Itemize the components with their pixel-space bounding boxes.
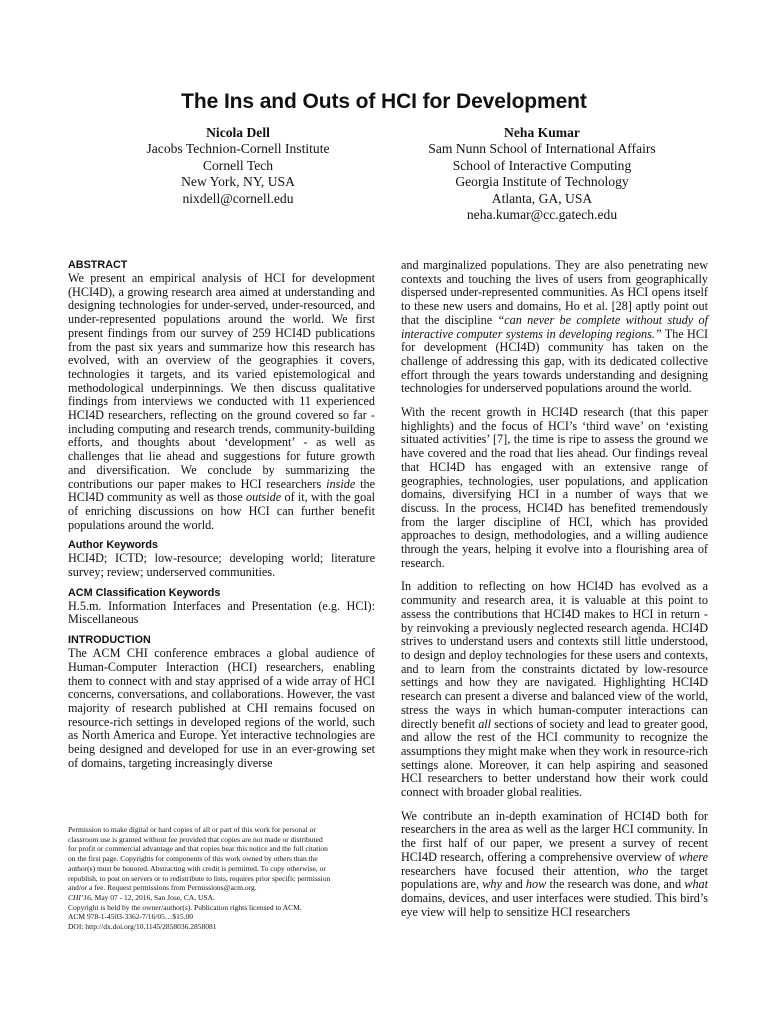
author-affiliation: Jacobs Technion-Cornell Institute (146, 141, 330, 157)
author-location: New York, NY, USA (181, 174, 295, 190)
introduction-paragraph-4: We contribute an in-depth examination of HCI4D both for researchers in the area as well as the larger HCI community. In the first half of our paper, we present a survey of recent HCI4D research, offering a comprehensive overview of where researchers have focused their attention, who the target populations are, why and how the research was done, and what domains, devices, and user interfaces were studied. This bird’s eye view will help to sensitize HCI researchers (401, 808, 709, 919)
introduction-paragraph-1: The ACM CHI conference embraces a global audience of Human-Computer Interaction (HCI) researchers, enabling them to connect with and stay apprised of a wide array of HCI concerns, conversations, and collaborations. However, the vast majority of research published at CHI remains focused on resource-rich settings in developed regions of the world, such as North America and Europe. Yet interactive technologies are being designed and developed for use in an ever-growing set of domains, targeting increasingly diverse (68, 646, 375, 770)
author-affiliation: Cornell Tech (202, 157, 274, 173)
acm-keywords-text: H.5.m. Information Interfaces and Presentation (e.g. HCI): Miscellaneous (68, 598, 375, 627)
acm-keywords-heading: ACM Classification Keywords (68, 586, 221, 599)
author-keywords-text: HCI4D; ICTD; low-resource; developing world; literature survey; review; underserved communities. (68, 551, 375, 580)
author-location: Atlanta, GA, USA (491, 190, 593, 206)
copyright-line: Copyright is held by the owner/author(s). Publication rights licensed to ACM. (68, 902, 302, 912)
introduction-paragraph-2: With the recent growth in HCI4D research (that this paper highlights) and the focus of HCI’s ‘third wave’ on ‘existing situated activities’ [7], the time is ripe to assess the ground we have covered and the road that lies ahead. Our findings reveal that HCI4D has engaged with an extensive range of geographies, technologies, user populations, and application domains, diversifying HCI in a number of ways that we discuss. In the process, HCI4D has benefited tremendously from the larger discipline of HCI, which has provided approaches to design, methodologies, and a willing audience through the years, helping it evolve into a flourishing area of research. (401, 405, 708, 570)
abstract-text: We present an empirical analysis of HCI for development (HCI4D), a growing research area aimed at understanding and designing technologies for under-served, under-resourced, and under-represented populations around the world. We first present findings from our survey of 259 HCI4D publications from the past six years and summarize how this research has evolved, with an overview of the geographies it covers, technologies it targets, and its varied epistemological and methodological underpinnings. We then discuss qualitative findings from interviews we conducted with 11 experienced HCI4D researchers, reflecting on the ground covered so far - including computing and research trends, community-building efforts, and thoughts about ‘development’ - as well as challenges that lie ahead and suggestions for future growth and diversification. We conclude by summarizing the contributions our paper makes to HCI researchers inside the HCI4D community as well as those outside of it, with the goal of enriching discussions on how HCI can further benefit populations around the world. (68, 271, 376, 532)
introduction-paragraph-3: In addition to reflecting on how HCI4D has evolved as a community and research area, it is valuable at this point to assess the contributions that HCI4D makes to HCI in return - by reinvoking a previously neglected research agenda. HCI4D strives to understand users and contexts still little understood, to design and deploy technologies for these users and contexts, and to learn from the constraints dictated by low-resource settings and how they are navigated. Highlighting HCI4D research can present a diverse and balanced view of the world, stress the ways in which human-computer interactions can directly benefit all sections of society and lead to greater good, and allow the rest of the HCI community to recognize the assumptions they might make when they work in resource-rich settings alone. Moreover, it can help aspiring and seasoned HCI researchers to better understand how their work could connect with broader global realities. (401, 579, 709, 800)
author-block-1 (68, 125, 408, 207)
author-block-2 (372, 125, 712, 223)
author-affiliation: School of Interactive Computing (452, 157, 632, 173)
left-column (68, 259, 375, 781)
copyright-footnote: Permission to make digital or hard copies of all or part of this work for personal or classroom use is granted without fee provided that copies are not made or distributed for profit or commercial advantage and that copies bear this notice and the full citation on the first page. Copyrights for components of this work owned by others than the author(s) must be honored. Abstracting with credit is permitted. To copy otherwise, or republish, to post on servers or to redistribute to lists, requires prior specific permission and/or a fee. Request permissions from Permissions@acm.org. CHI’16, May 07 - 12, 2016, San Jose, CA, USA. Copyright is held by the owner/author(s). Publication rights licensed to ACM. ACM 978-1-4503-3362-7/16/05…$15.00 DOI: http://dx.doi.org/10.1145/2858036.2858081 (68, 825, 375, 932)
introduction-paragraph-1-continued: and marginalized populations. They are also penetrating new contexts and touching the lives of users from geographically dispersed under-represented communities. As HCI opens itself to these new users and domains, Ho et al. [28] aptly point out that the discipline “can never be complete without study of interactive computer systems in developing regions.” The HCI for development (HCI4D) community has taken on the challenge of addressing this gap, with its dedicated collective effort through the years towards understanding and designing technologies for underserved populations around the world. (401, 258, 709, 396)
author-name: Neha Kumar (504, 125, 580, 140)
doi-link[interactable]: DOI: http://dx.doi.org/10.1145/2858036.2858081 (68, 922, 217, 932)
author-affiliation: Sam Nunn School of International Affairs (428, 141, 656, 157)
conference-info: CHI’16, May 07 - 12, 2016, San Jose, CA, USA. (68, 892, 215, 902)
author-keywords-heading: Author Keywords (68, 539, 158, 552)
author-name: Nicola Dell (206, 125, 270, 140)
introduction-heading: INTRODUCTION (68, 634, 151, 647)
isbn-line: ACM 978-1-4503-3362-7/16/05…$15.00 (68, 912, 193, 922)
paper-title: The Ins and Outs of HCI for Development (181, 90, 587, 113)
abstract-heading: ABSTRACT (68, 259, 128, 271)
author-email: neha.kumar@cc.gatech.edu (466, 207, 618, 223)
author-affiliation: Georgia Institute of Technology (455, 174, 629, 190)
author-email: nixdell@cornell.edu (182, 190, 294, 206)
right-column (401, 259, 708, 929)
